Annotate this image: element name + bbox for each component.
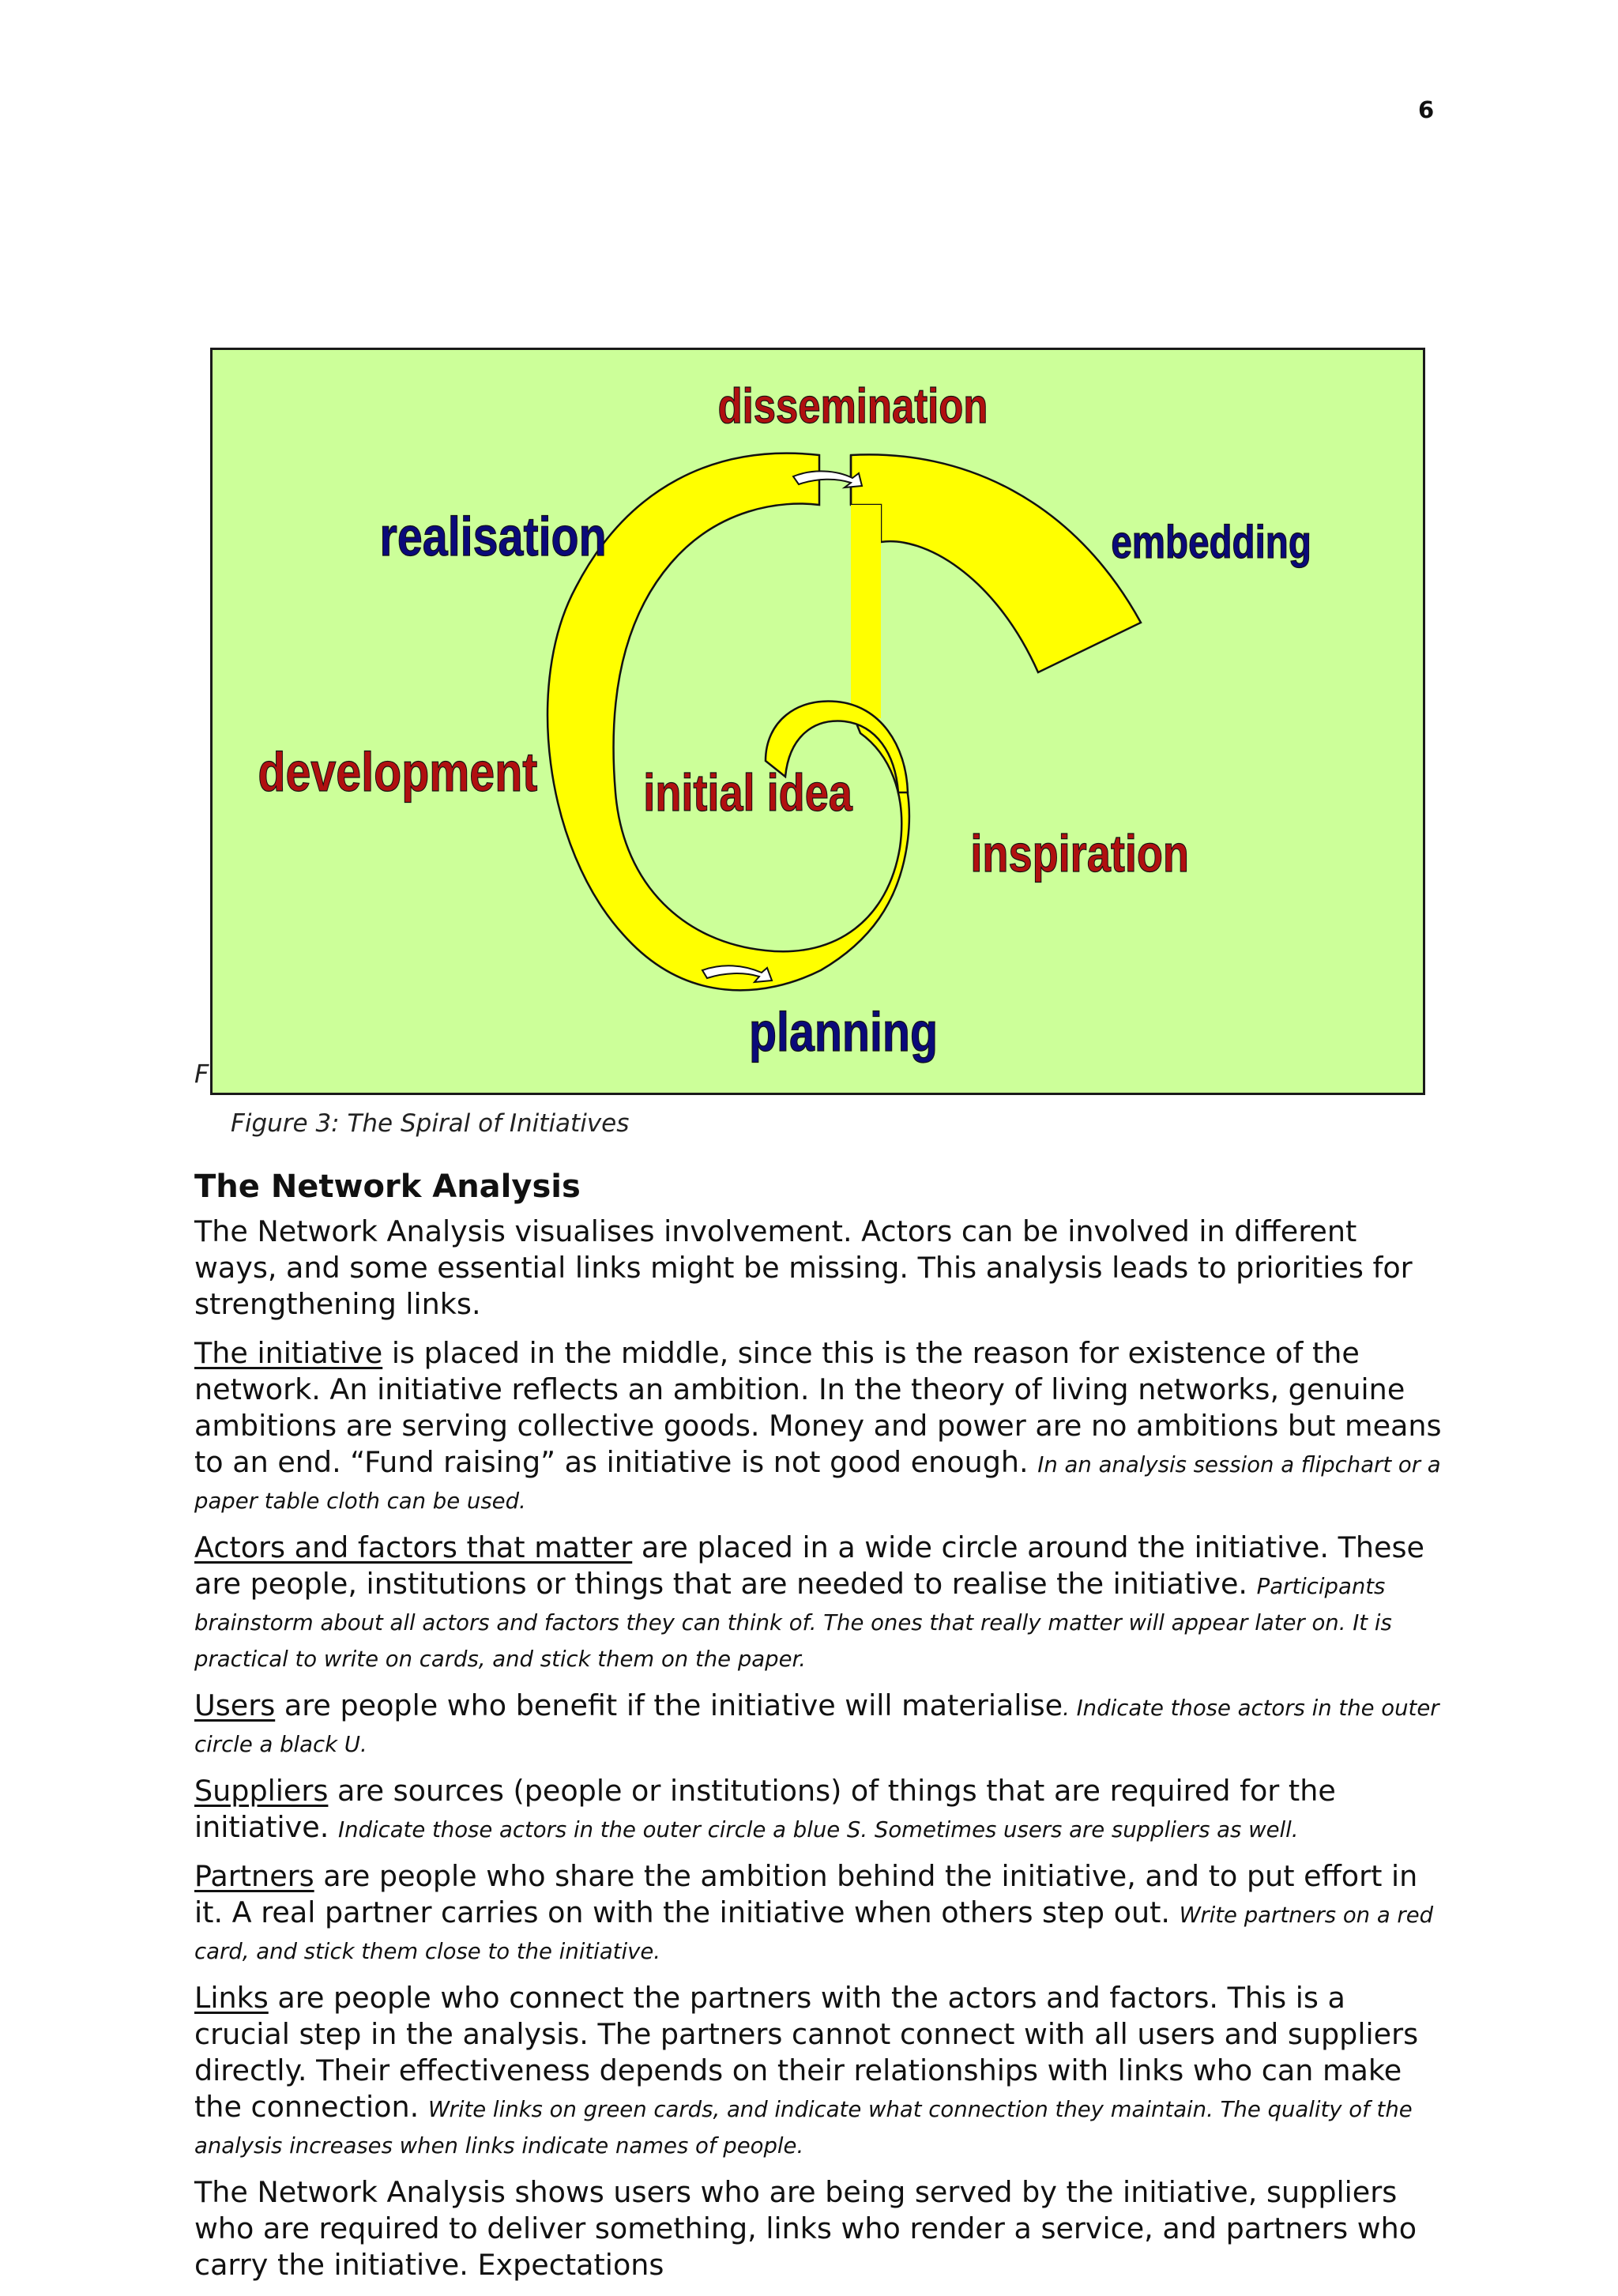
page-number: 6 [1418,96,1435,123]
partners-paragraph [194,1858,1443,1967]
initiative-text: is placed in the middle, since this is the reason for existence of the network. An initiative reflects an ambition. In the theory of living networks, genuine ambitions are serving collective goods. Money and power are no ambitions but means to an end. “Fund raising” as initiative is not good enough. [194,1336,1442,1479]
label-planning: planning [748,1000,939,1063]
label-inspiration: inspiration [970,823,1189,883]
label-realisation: realisation [379,505,607,568]
spiral-diagram [213,350,1425,1095]
intro-paragraph: The Network Analysis visualises involvement. Actors can be involved in different ways, and some essential links might be missing. This analysis leads to priorities for strengthening links. [194,1214,1413,1321]
term-suppliers: Suppliers [194,1774,329,1808]
suppliers-text: are sources (people or institutions) of things that are required for the initiative. [194,1774,1336,1844]
section-heading: The Network Analysis [194,1169,581,1205]
term-users: Users [194,1688,276,1722]
spiral-stem [851,505,881,718]
network-analysis-section [194,1165,1443,2296]
spiral-figure [210,348,1425,1095]
term-links: Links [194,1981,269,2015]
links-text: are people who connect the partners with the actors and factors. This is a crucial step in the analysis. The partners cannot connect with all users and suppliers directly. Their effectiveness depends on their relationships with links who can make the connection. [194,1981,1419,2124]
initiative-note: In an analysis session a flipchart or a paper table cloth can be used. [194,1452,1441,1514]
label-initial-idea: initial idea [643,762,852,822]
partners-text: are people who share the ambition behind the initiative, and to put effort in it. A real partner carries on with the initiative when others step out. [194,1859,1418,1929]
actors-note: Participants brainstorm about all actors and factors they can think of. The ones that really matter will appear later on. It is practical to write on cards, and stick them on the paper. [194,1574,1392,1672]
figure-stray-letter: F [194,1059,209,1089]
spiral-embedding-arm [851,454,1141,672]
label-development: development [258,740,538,804]
label-dissemination: dissemination [717,379,988,435]
links-paragraph [194,1980,1443,2162]
suppliers-note: Indicate those actors in the outer circle a blue S. Sometimes users are suppliers as well. [337,1817,1299,1842]
users-paragraph [194,1688,1443,1760]
suppliers-paragraph [194,1773,1443,1846]
actors-text: are placed in a wide circle around the initiative. These are people, institutions or things that are needed to realise the initiative. [194,1530,1424,1601]
actors-paragraph [194,1530,1443,1675]
term-partners: Partners [194,1859,314,1893]
users-text: are people who benefit if the initiative will materialise [275,1688,1063,1722]
links-note: Write links on green cards, and indicate what connection they maintain. The quality of the analysis increases when links indicate names of people. [194,2097,1413,2159]
initiative-paragraph [194,1335,1443,1517]
label-embedding: embedding [1111,517,1311,569]
figure-caption: Figure 3: The Spiral of Initiatives [231,1109,630,1138]
closing-paragraph: The Network Analysis shows users who are being served by the initiative, suppliers who are required to deliver something, links who render a service, and partners who carry the initiative. Expectations [194,2175,1417,2282]
users-note: . Indicate those actors in the outer circle a black U. [194,1696,1439,1757]
partners-note: Write partners on a red card, and stick them close to the initiative. [194,1903,1434,1964]
term-initiative: The initiative [194,1336,383,1370]
term-actors: Actors and factors that matter [194,1530,633,1564]
